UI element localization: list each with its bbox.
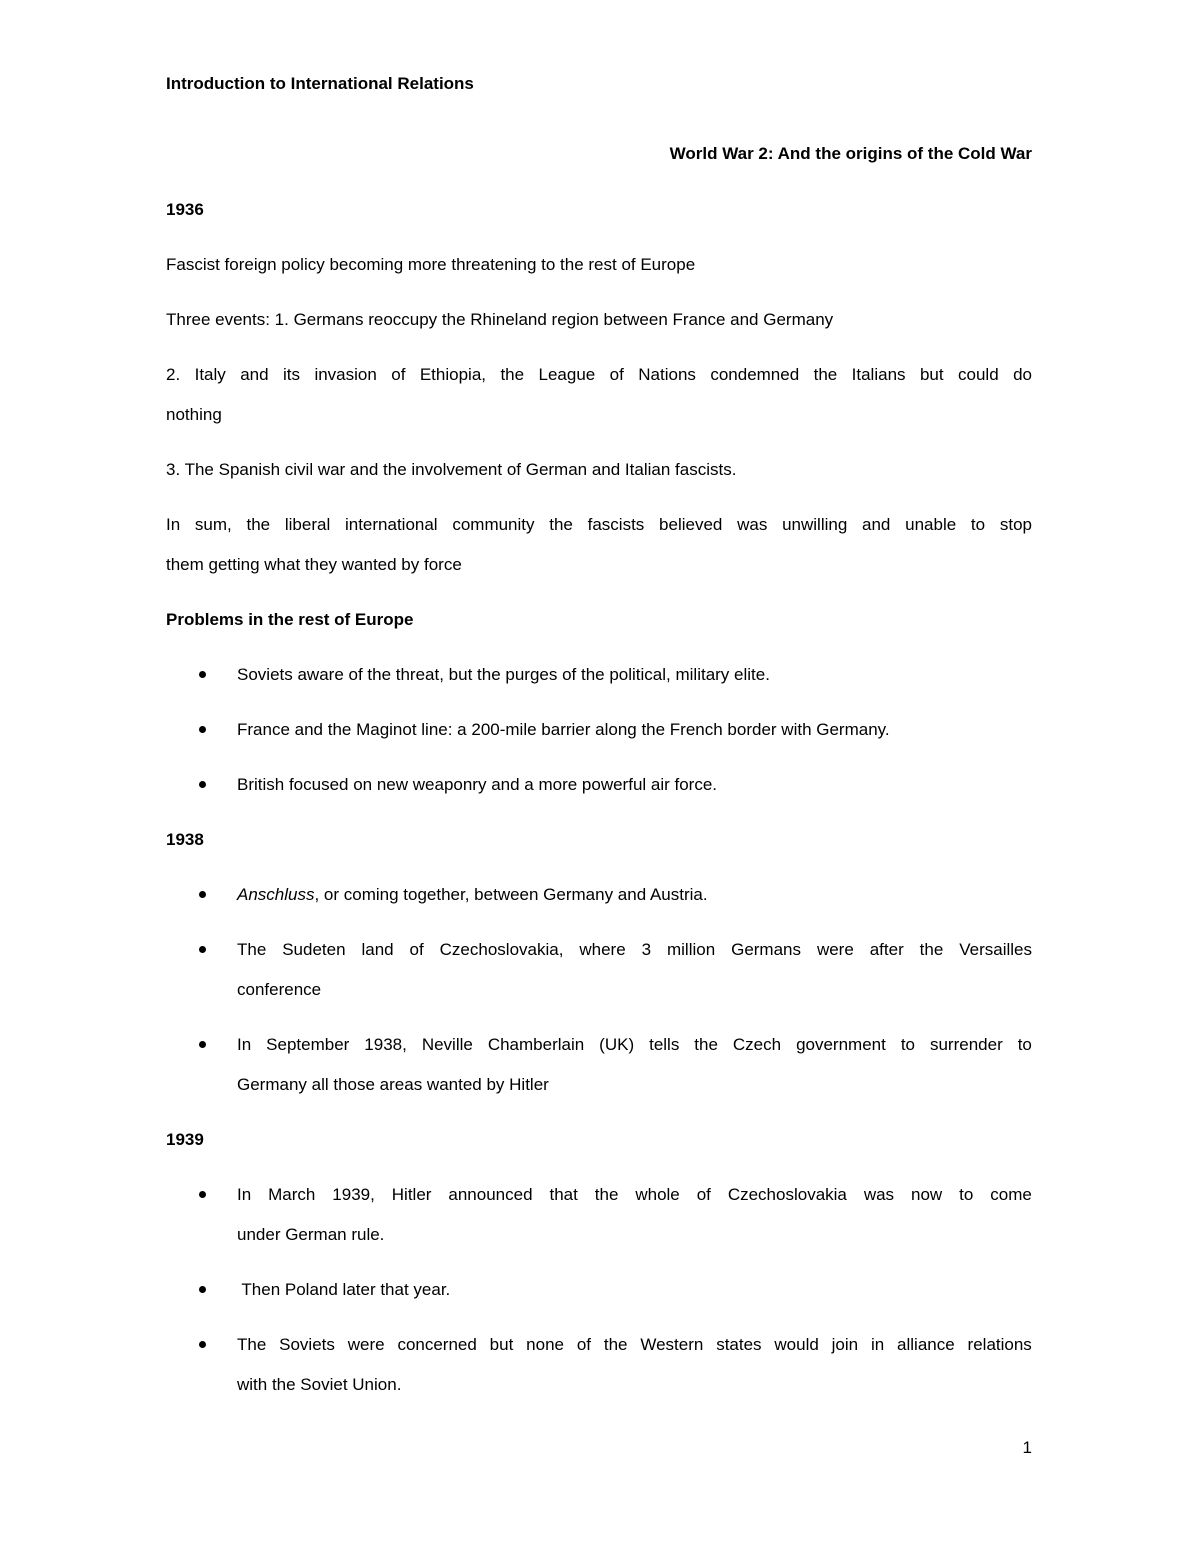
word: but: [919, 365, 944, 384]
word: to: [970, 515, 986, 534]
paragraph-three-events: Three events: 1. Germans reoccupy the Rhineland region between France and Germany: [166, 310, 834, 329]
word: to: [900, 1035, 915, 1054]
anschluss-term: Anschluss: [237, 885, 315, 904]
word: to: [1017, 1035, 1032, 1054]
list-item-sudeten-line-1: [237, 930, 1032, 970]
word: Ethiopia,: [419, 365, 487, 384]
list-item-chamberlain-line-2: Germany all those areas wanted by Hitler: [237, 1075, 549, 1094]
word: alliance: [897, 1335, 955, 1354]
word: the: [603, 1335, 628, 1354]
word: the: [694, 1035, 718, 1054]
word: 3: [641, 940, 652, 959]
word: and: [240, 365, 269, 384]
word: Hitler: [391, 1185, 432, 1204]
section-heading-1938: 1938: [166, 830, 204, 849]
word: In: [166, 515, 181, 534]
word: 1939,: [332, 1185, 375, 1204]
word: was: [737, 515, 768, 534]
page-number: 1: [1022, 1438, 1032, 1457]
word: now: [911, 1185, 943, 1204]
word: invasion: [314, 365, 377, 384]
word: were: [816, 940, 854, 959]
list-item-anschluss: [237, 875, 1032, 915]
paragraph-in-sum-line-1: [166, 505, 1032, 545]
word: the: [813, 365, 838, 384]
list-item-soviets-concerned-line-2: with the Soviet Union.: [237, 1375, 402, 1394]
word: international: [344, 515, 438, 534]
word: unable: [905, 515, 957, 534]
word: announced: [448, 1185, 533, 1204]
word: whole: [635, 1185, 680, 1204]
word: where: [579, 940, 626, 959]
word: of: [609, 365, 624, 384]
word: the: [594, 1185, 619, 1204]
word: were: [347, 1335, 385, 1354]
word: sum,: [194, 515, 232, 534]
word: after: [869, 940, 904, 959]
word: and: [862, 515, 891, 534]
word: In: [237, 1185, 252, 1204]
list-item-chamberlain-line-1: [237, 1025, 1032, 1065]
word: was: [863, 1185, 895, 1204]
word: of: [409, 940, 424, 959]
word: unwilling: [782, 515, 848, 534]
word: million: [666, 940, 716, 959]
word: Czechoslovakia,: [439, 940, 564, 959]
word: Sudeten: [282, 940, 346, 959]
paragraph-spanish-civil-war: 3. The Spanish civil war and the involvement of German and Italian fascists.: [166, 460, 737, 479]
paragraph-fascist-policy: Fascist foreign policy becoming more threatening to the rest of Europe: [166, 255, 696, 274]
word: come: [990, 1185, 1032, 1204]
word: Nations: [638, 365, 696, 384]
anschluss-description: , or coming together, between Germany and Austria.: [314, 885, 708, 904]
list-item-maginot-line: France and the Maginot line: a 200-mile barrier along the French border with Germany.: [237, 720, 890, 739]
word: Neville: [421, 1035, 473, 1054]
word: Italians: [851, 365, 906, 384]
word: in: [870, 1335, 885, 1354]
word: Versailles: [959, 940, 1032, 959]
word: community: [452, 515, 535, 534]
word: condemned: [710, 365, 800, 384]
word: 2.: [166, 365, 181, 384]
word: concerned: [397, 1335, 477, 1354]
section-heading-1936: 1936: [166, 200, 204, 219]
word: government: [796, 1035, 886, 1054]
paragraph-italy-line-1: [166, 355, 1032, 395]
lecture-title: World War 2: And the origins of the Cold War: [669, 144, 1032, 163]
word: League: [538, 365, 596, 384]
word: of: [576, 1335, 592, 1354]
word: Czech: [732, 1035, 782, 1054]
word: believed: [659, 515, 723, 534]
word: fascists: [587, 515, 645, 534]
word: (UK): [599, 1035, 635, 1054]
word: Western: [640, 1335, 704, 1354]
list-item-sudeten-line-2: conference: [237, 980, 322, 999]
word: but: [489, 1335, 514, 1354]
word: do: [1013, 365, 1032, 384]
word: The: [237, 940, 267, 959]
word: the: [549, 515, 573, 534]
word: Italy: [194, 365, 226, 384]
word: the: [919, 940, 944, 959]
word: relations: [967, 1335, 1032, 1354]
word: March: [268, 1185, 316, 1204]
word: The: [237, 1335, 267, 1354]
word: Soviets: [279, 1335, 335, 1354]
section-heading-problems: Problems in the rest of Europe: [166, 610, 414, 629]
word: In: [237, 1035, 252, 1054]
word: of: [696, 1185, 711, 1204]
course-title: Introduction to International Relations: [166, 74, 474, 93]
word: stop: [999, 515, 1032, 534]
word: Chamberlain: [487, 1035, 585, 1054]
paragraph-italy-line-2: nothing: [166, 405, 222, 424]
word: its: [283, 365, 301, 384]
word: of: [391, 365, 406, 384]
word: join: [831, 1335, 859, 1354]
word: that: [549, 1185, 578, 1204]
word: the: [246, 515, 271, 534]
list-item-poland: Then Poland later that year.: [237, 1280, 451, 1299]
word: surrender: [929, 1035, 1003, 1054]
list-item-british-weaponry: British focused on new weaponry and a more powerful air force.: [237, 775, 718, 794]
word: land: [361, 940, 394, 959]
word: could: [958, 365, 999, 384]
word: to: [959, 1185, 974, 1204]
word: Czechoslovakia: [727, 1185, 847, 1204]
word: the: [500, 365, 525, 384]
word: none: [526, 1335, 564, 1354]
list-item-march-1939-line-1: [237, 1175, 1032, 1215]
word: tells: [649, 1035, 680, 1054]
list-item-soviets-aware: Soviets aware of the threat, but the purges of the political, military elite.: [237, 665, 770, 684]
list-item-march-1939-line-2: under German rule.: [237, 1225, 385, 1244]
paragraph-in-sum-line-2: them getting what they wanted by force: [166, 555, 462, 574]
word: Germans: [731, 940, 802, 959]
word: would: [774, 1335, 819, 1354]
section-heading-1939: 1939: [166, 1130, 204, 1149]
word: states: [716, 1335, 762, 1354]
list-item-soviets-concerned-line-1: [237, 1325, 1032, 1365]
word: September: [266, 1035, 350, 1054]
word: liberal: [284, 515, 331, 534]
word: 1938,: [364, 1035, 407, 1054]
